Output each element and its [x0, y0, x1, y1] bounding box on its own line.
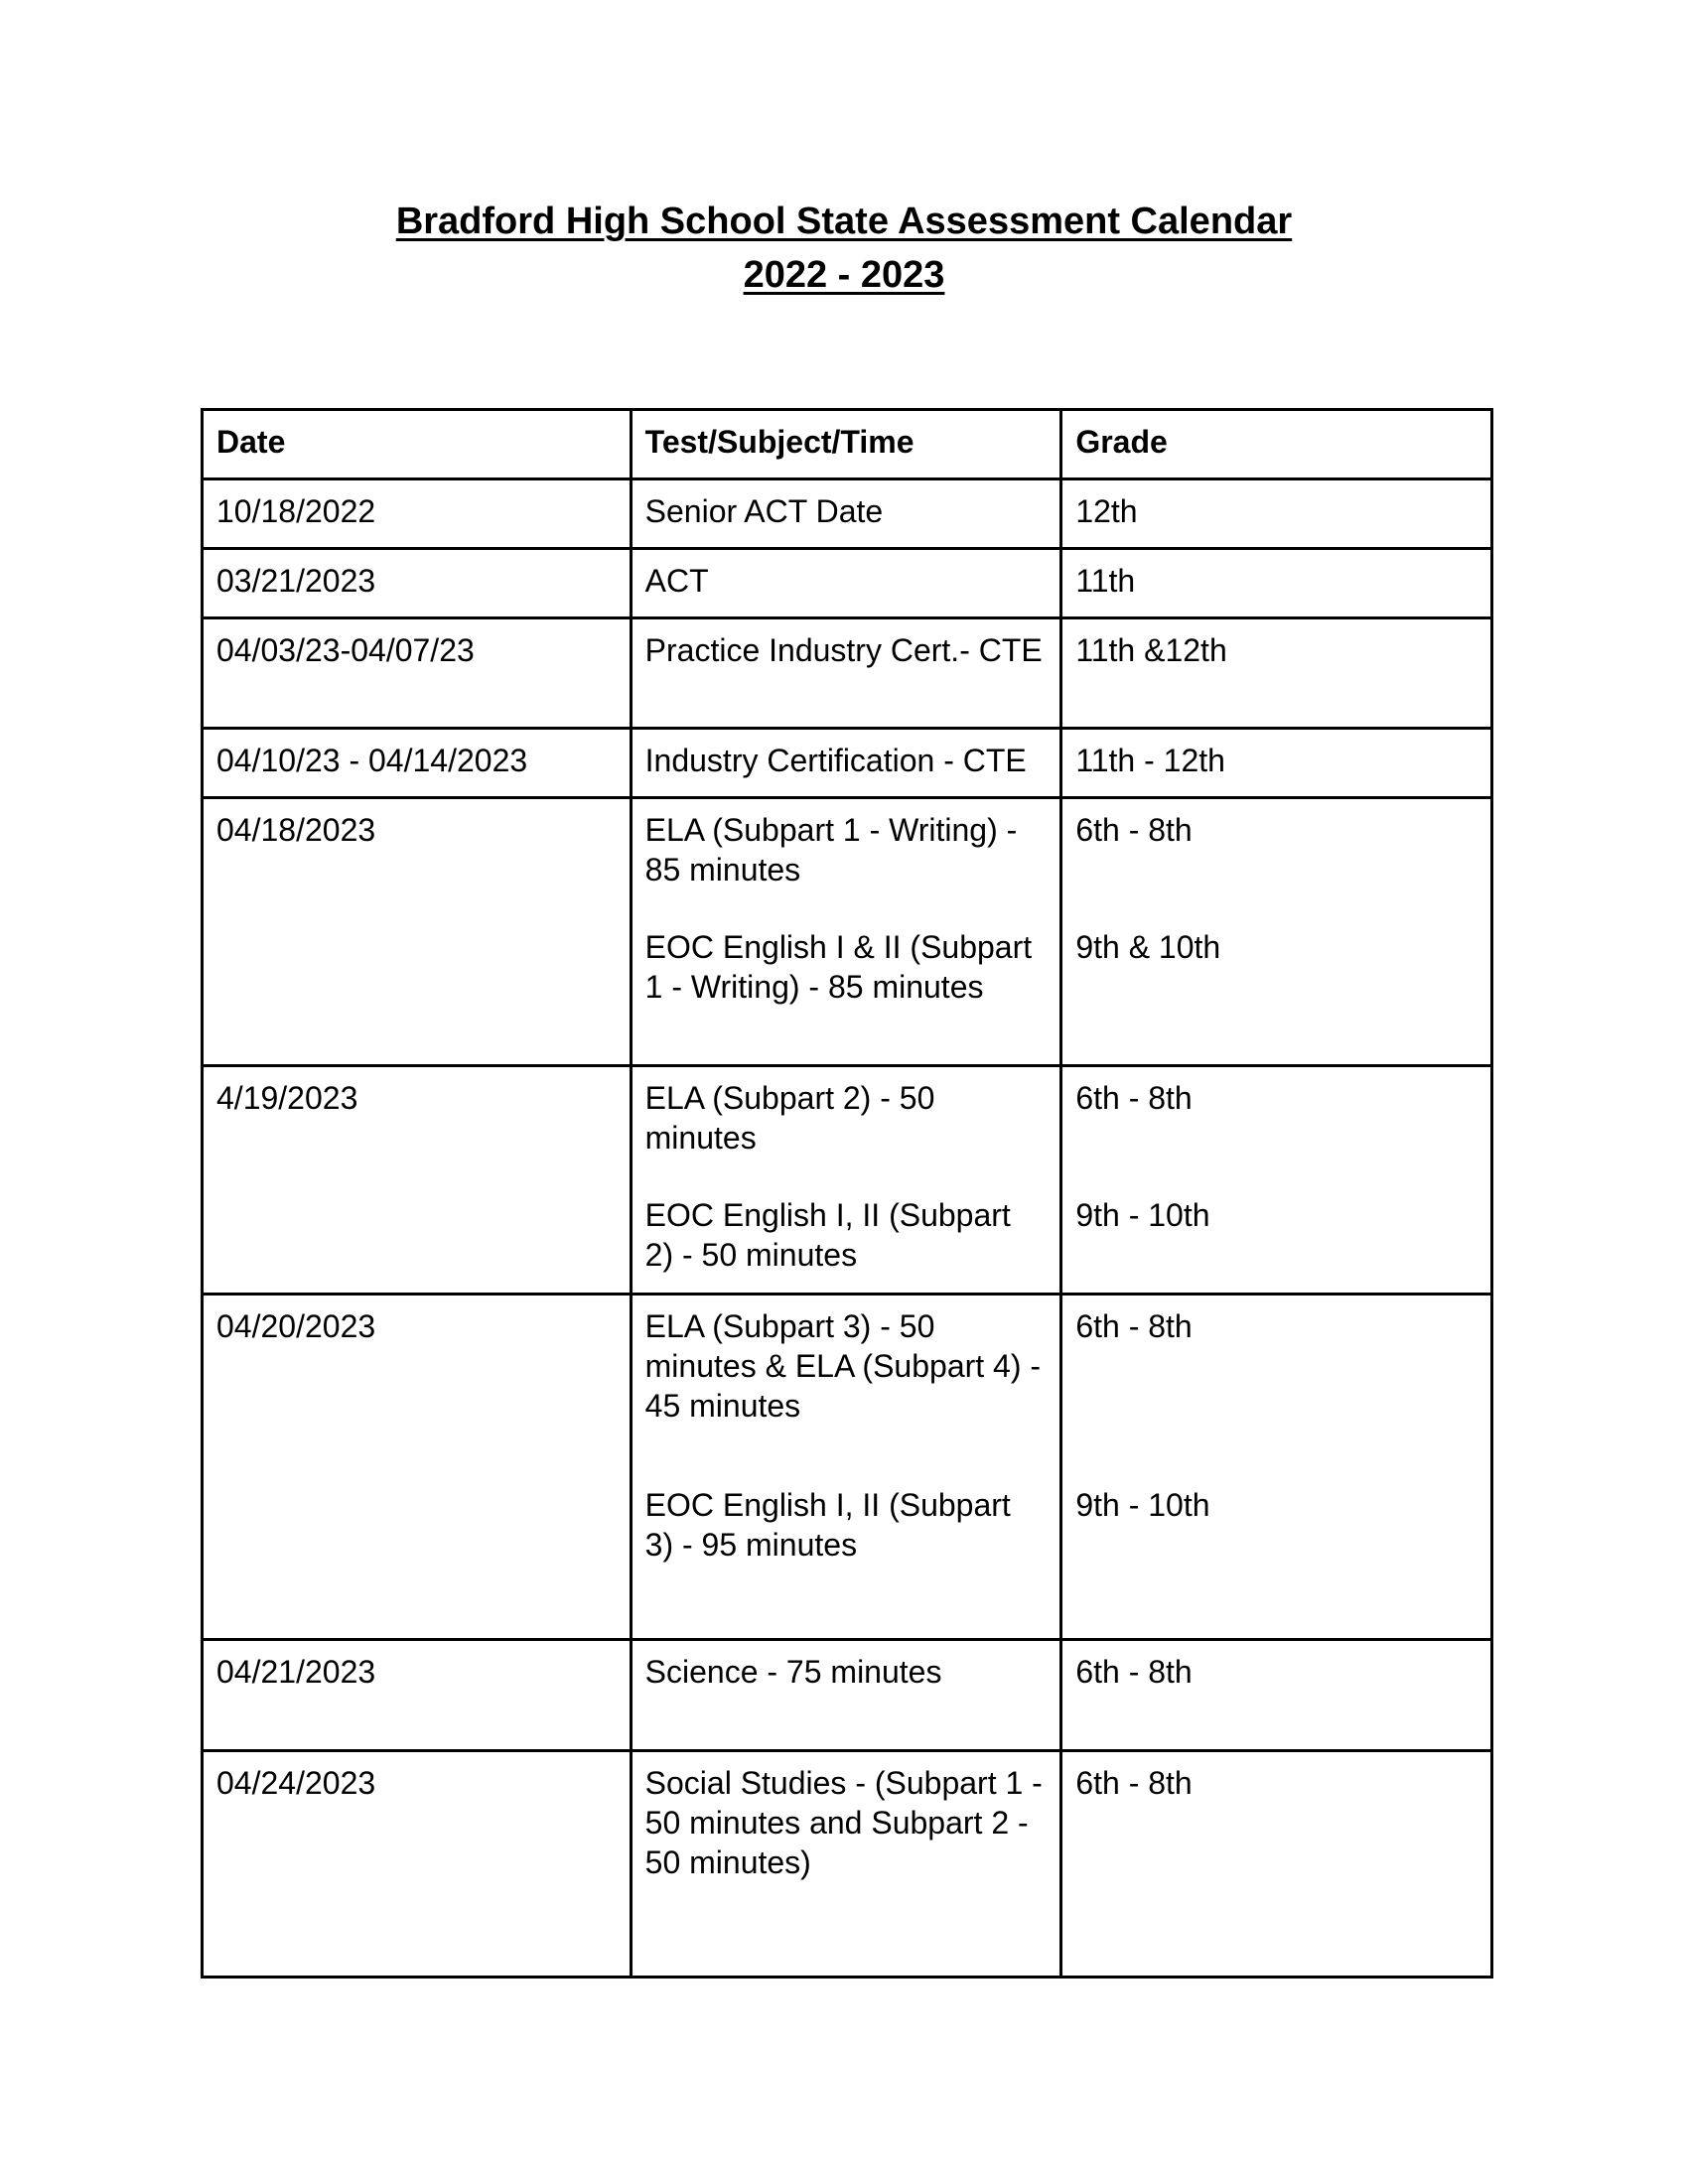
table-header-row: [203, 410, 1492, 479]
cell-date: 04/10/23 - 04/14/2023: [203, 729, 632, 798]
cell-grade: [1061, 1066, 1492, 1295]
grade-entry: 6th - 8th: [1075, 1080, 1193, 1116]
cell-date: 04/24/2023: [203, 1751, 632, 1978]
cell-date: 04/21/2023: [203, 1640, 632, 1751]
table-row: [203, 1751, 1492, 1978]
cell-test: [631, 618, 1061, 729]
header-test: Test/Subject/Time: [631, 410, 1061, 479]
table-row: [203, 729, 1492, 798]
cell-date: 4/19/2023: [203, 1066, 632, 1295]
test-entry: EOC English I, II (Subpart 3) - 95 minutes: [644, 1487, 1011, 1563]
cell-date: 04/20/2023: [203, 1295, 632, 1640]
header-date: Date: [203, 410, 632, 479]
cell-test: [631, 1640, 1061, 1751]
test-entry: EOC English I & II (Subpart 1 - Writing) - 85 minutes: [644, 929, 1033, 1005]
title-block: [0, 195, 1688, 302]
test-entry: ELA (Subpart 3) - 50 minutes & ELA (Subpart 4) - 45 minutes: [644, 1308, 1042, 1424]
grade-entry: 11th - 12th: [1075, 743, 1225, 778]
cell-grade: [1061, 1295, 1492, 1640]
cell-grade: [1061, 479, 1492, 549]
cell-grade: [1061, 1751, 1492, 1978]
cell-grade: [1061, 729, 1492, 798]
cell-grade: [1061, 549, 1492, 618]
document-title: Bradford High School State Assessment Calendar: [395, 201, 1293, 242]
table-row: [203, 479, 1492, 549]
cell-test: [631, 1751, 1061, 1978]
table-row: [203, 549, 1492, 618]
grade-entry: 6th - 8th: [1075, 812, 1193, 848]
cell-grade: [1061, 1640, 1492, 1751]
test-entry: Practice Industry Cert.- CTE: [644, 632, 1043, 668]
cell-test: [631, 1066, 1061, 1295]
grade-entry: 9th - 10th: [1075, 1197, 1210, 1233]
assessment-table: [201, 408, 1493, 1979]
test-entry: ELA (Subpart 2) - 50 minutes: [644, 1080, 935, 1156]
grade-entry: 6th - 8th: [1075, 1765, 1193, 1801]
test-entry: EOC English I, II (Subpart 2) - 50 minutes: [644, 1197, 1011, 1273]
cell-date: 03/21/2023: [203, 549, 632, 618]
grade-entry: 11th &12th: [1075, 632, 1227, 668]
test-entry: ACT: [644, 563, 709, 599]
cell-test: [631, 1295, 1061, 1640]
cell-test: [631, 479, 1061, 549]
cell-grade: [1061, 618, 1492, 729]
grade-entry: 9th & 10th: [1075, 929, 1221, 965]
table-row: [203, 1640, 1492, 1751]
grade-entry: 11th: [1075, 563, 1136, 599]
grade-entry: 6th - 8th: [1075, 1308, 1193, 1344]
cell-test: [631, 729, 1061, 798]
test-entry: Industry Certification - CTE: [644, 743, 1027, 778]
cell-test: [631, 798, 1061, 1066]
cell-date: 04/03/23-04/07/23: [203, 618, 632, 729]
cell-date: 10/18/2022: [203, 479, 632, 549]
cell-date: 04/18/2023: [203, 798, 632, 1066]
header-grade: Grade: [1061, 410, 1492, 479]
table-row: [203, 1066, 1492, 1295]
cell-test: [631, 549, 1061, 618]
table-row: [203, 1295, 1492, 1640]
test-entry: ELA (Subpart 1 - Writing) - 85 minutes: [644, 812, 1018, 887]
cell-grade: [1061, 798, 1492, 1066]
table-row: [203, 618, 1492, 729]
table-row: [203, 798, 1492, 1066]
grade-entry: 12th: [1075, 493, 1138, 529]
test-entry: Science - 75 minutes: [644, 1654, 942, 1690]
grade-entry: 9th - 10th: [1075, 1487, 1210, 1523]
test-entry: Senior ACT Date: [644, 493, 884, 529]
test-entry: Social Studies - (Subpart 1 - 50 minutes and Subpart 2 - 50 minutes): [644, 1765, 1043, 1880]
document-subtitle: 2022 - 2023: [743, 254, 945, 296]
grade-entry: 6th - 8th: [1075, 1654, 1193, 1690]
